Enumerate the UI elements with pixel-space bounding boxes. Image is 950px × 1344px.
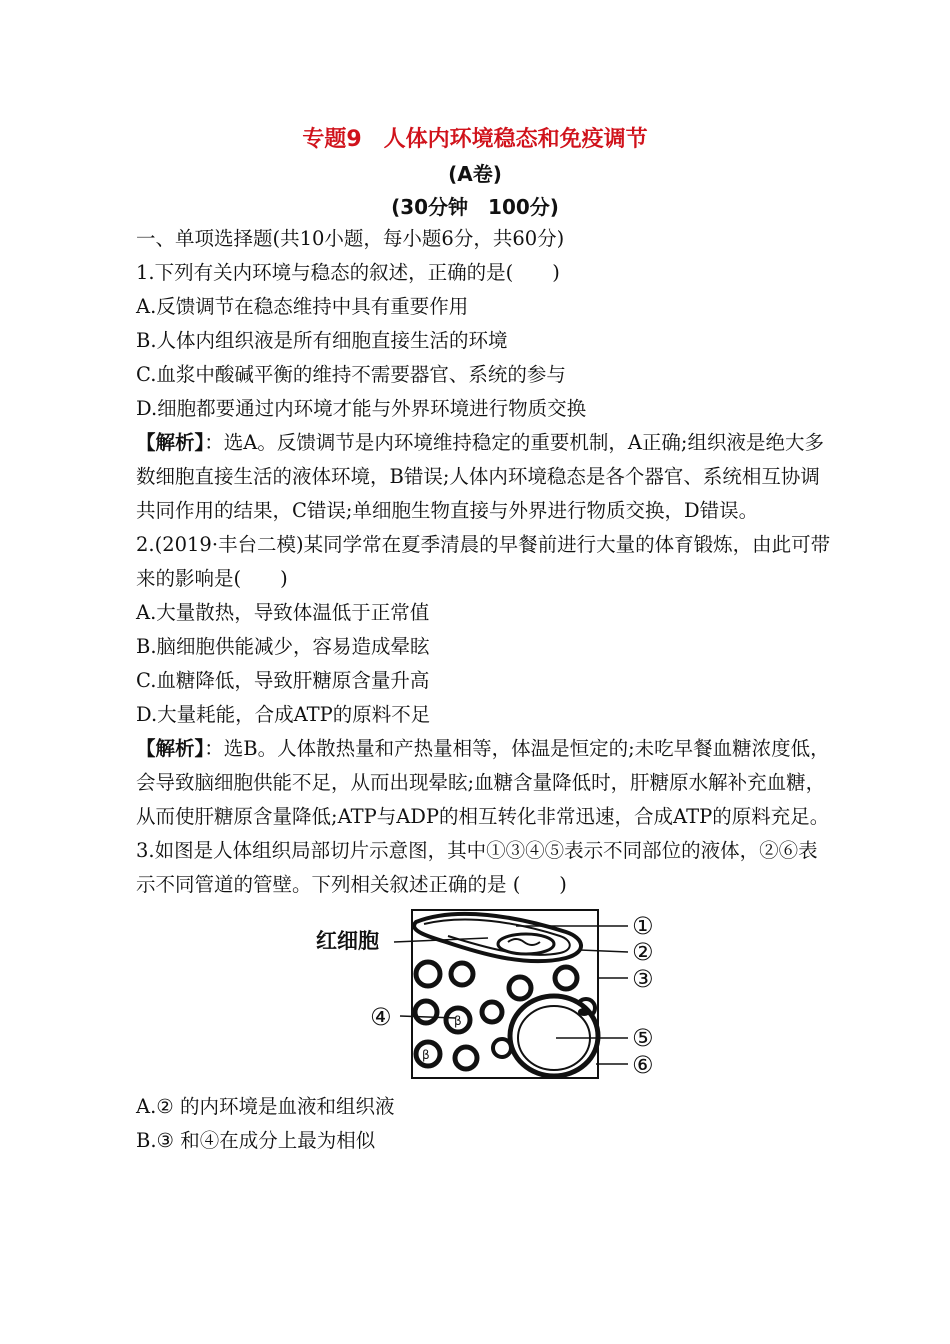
document-title: 专题9 人体内环境稳态和免疫调节 <box>302 127 648 152</box>
marker-2: ② <box>632 938 654 966</box>
svg-text:β: β <box>454 1014 462 1028</box>
analysis-text: ：选A。反馈调节是内环境维持稳定的重要机制，A正确;组织液是绝大多数细胞直接生活的液体环境，B错误;人体内环境稳态是各个器官、系统相互协调共同作用的结果，C错误;单细胞生物直接与外界进行物质交换，D错误。 <box>136 431 825 522</box>
analysis-text: ：选B。人体散热量和产热量相等，体温是恒定的;未吃早餐血糖浓度低，会导致脑细胞供能不足，从而出现晕眩;血糖含量降低时，肝糖原水解补充血糖，从而使肝糖原含量降低;ATP与ADP的相互转化非常迅速，合成ATP的原料充足。 <box>136 737 830 828</box>
marker-6: ⑥ <box>632 1051 654 1079</box>
question-3-stem: 3.如图是人体组织局部切片示意图，其中①③④⑤表示不同部位的液体，②⑥表示不同管道的管壁。下列相关叙述正确的是 ( ) <box>136 839 818 896</box>
time-score: (30分钟 100分) <box>391 195 559 219</box>
marker-3: ③ <box>632 965 654 993</box>
analysis-label: 【解析】 <box>136 431 205 454</box>
analysis-label: 【解析】 <box>136 737 205 760</box>
capillary <box>414 914 581 961</box>
question-3-option-b: B.③ 和④在成分上最为相似 <box>136 1129 376 1152</box>
red-blood-cell-label: 红细胞 <box>316 929 379 953</box>
question-2-option-a: A.大量散热，导致体温低于正常值 <box>136 601 430 624</box>
section-heading: 一、单项选择题(共10小题，每小题6分，共60分) <box>136 227 565 250</box>
question-1-option-d: D.细胞都要通过内环境才能与外界环境进行物质交换 <box>136 397 587 420</box>
question-1-option-a: A.反馈调节在稳态维持中具有重要作用 <box>136 295 469 318</box>
question-2-option-c: C.血糖降低，导致肝糖原含量升高 <box>136 669 430 692</box>
question-2-option-d: D.大量耗能，合成ATP的原料不足 <box>136 703 431 726</box>
svg-text:β: β <box>422 1048 430 1062</box>
question-3-option-a: A.② 的内环境是血液和组织液 <box>136 1095 395 1118</box>
marker-5: ⑤ <box>632 1024 654 1052</box>
question-1-option-b: B.人体内组织液是所有细胞直接生活的环境 <box>136 329 508 352</box>
question-1-option-c: C.血浆中酸碱平衡的维持不需要器官、系统的参与 <box>136 363 566 386</box>
tissue-diagram <box>316 908 696 1084</box>
question-2-option-b: B.脑细胞供能减少，容易造成晕眩 <box>136 635 430 658</box>
question-2-stem: 2.(2019·丰台二模)某同学常在夏季清晨的早餐前进行大量的体育锻炼，由此可带来的影响是( ) <box>136 533 831 590</box>
question-2-analysis <box>136 732 836 834</box>
marker-4: ④ <box>370 1003 392 1031</box>
lymph-vessel <box>510 996 598 1076</box>
paper-label: (A卷) <box>448 162 502 186</box>
marker-1: ① <box>632 912 654 940</box>
question-1-stem: 1.下列有关内环境与稳态的叙述，正确的是( ) <box>136 261 560 284</box>
question-1-analysis <box>136 426 836 528</box>
tissue-section-figure <box>136 902 836 1090</box>
document-body <box>136 222 836 1158</box>
